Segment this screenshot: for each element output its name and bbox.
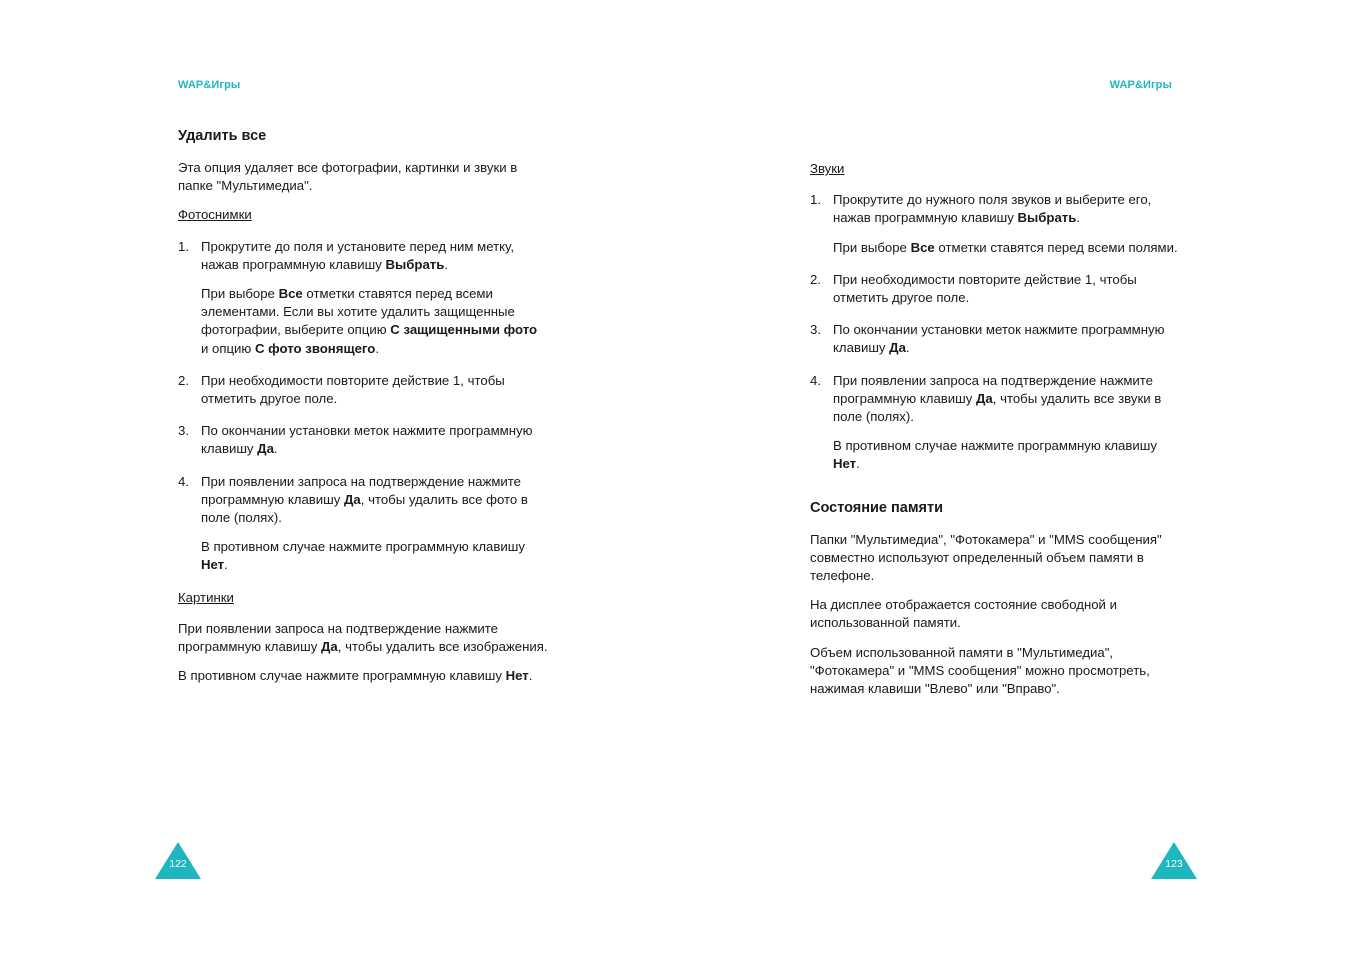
page-number-badge: [155, 842, 201, 879]
pictures-paragraph: В противном случае нажмите программную клавишу Нет.: [178, 668, 533, 684]
list-item: [178, 422, 548, 458]
subsection-photos: Фотоснимки: [178, 207, 252, 223]
page-number-badge: [1151, 842, 1197, 879]
step-note: При выборе Все отметки ставятся перед всеми элементами. Если вы хотите удалить защищенные фотографии, выберите опцию С защищенными фото и опцию С фото звонящего.: [201, 286, 538, 356]
step-number: 4.: [178, 473, 189, 489]
memory-paragraph: Объем использованной памяти в "Мультимедиа", "Фотокамера" и "MMS сообщения" можно просмотреть, нажимая клавиши "Влево" или "Вправо".: [810, 644, 1150, 697]
subsection-pictures: Картинки: [178, 589, 234, 605]
step-text: При появлении запроса на подтверждение нажмите программную клавишу Да, чтобы удалить все звуки в поле (полях).: [833, 372, 1162, 425]
intro-paragraph: Эта опция удаляет все фотографии, картинки и звуки в папке "Мультимедиа".: [178, 160, 518, 194]
step-text: При необходимости повторите действие 1, чтобы отметить другое поле.: [833, 271, 1137, 306]
section-title: Удалить все: [178, 128, 267, 144]
step-number: 4.: [810, 372, 821, 388]
list-item: [178, 238, 548, 358]
step-text: При необходимости повторите действие 1, чтобы отметить другое поле.: [201, 372, 505, 407]
pictures-paragraph: При появлении запроса на подтверждение нажмите программную клавишу Да, чтобы удалить все изображения.: [178, 620, 548, 655]
step-number: 3.: [178, 423, 189, 439]
step-note: При выборе Все отметки ставятся перед всеми полями.: [833, 239, 1178, 255]
page-number: 122: [169, 858, 187, 870]
step-number: 2.: [810, 271, 821, 287]
step-note: В противном случае нажмите программную клавишу Нет.: [201, 539, 525, 573]
left-column: [178, 126, 548, 696]
list-item: [178, 473, 548, 575]
list-item: [810, 191, 1180, 257]
running-head: WAP&Игры: [1109, 79, 1172, 91]
running-head: WAP&Игры: [178, 79, 241, 91]
right-column: [810, 160, 1180, 709]
step-number: 1.: [810, 192, 821, 208]
step-text: Прокрутите до поля и установите перед ним метку, нажав программную клавишу Выбрать.: [201, 238, 514, 272]
memory-paragraph: Папки "Мультимедиа", "Фотокамера" и "MMS сообщения" совместно используют определенный объем памяти в телефоне.: [810, 531, 1162, 584]
right-page: [675, 0, 1351, 954]
list-item: [178, 372, 548, 408]
memory-paragraph: На дисплее отображается состояние свободной и использованной памяти.: [810, 597, 1117, 631]
step-text: По окончании установки меток нажмите программную клавишу Да.: [833, 322, 1165, 356]
list-item: [810, 321, 1180, 357]
left-page: [0, 0, 675, 954]
step-note: В противном случае нажмите программную клавишу Нет.: [833, 438, 1157, 472]
step-text: При появлении запроса на подтверждение нажмите программную клавишу Да, чтобы удалить все фото в поле (полях).: [201, 473, 528, 526]
step-number: 3.: [810, 322, 821, 338]
list-item: [810, 271, 1180, 307]
steps-list: [178, 238, 548, 575]
step-text: По окончании установки меток нажмите программную клавишу Да.: [201, 423, 533, 457]
list-item: [810, 372, 1180, 474]
steps-list: [810, 191, 1180, 473]
step-number: 1.: [178, 238, 189, 254]
step-text: Прокрутите до нужного поля звуков и выберите его, нажав программную клавишу Выбрать.: [833, 192, 1152, 226]
section-title: Состояние памяти: [810, 499, 944, 516]
subsection-sounds: Звуки: [810, 161, 845, 176]
page-number: 123: [1165, 858, 1183, 870]
step-number: 2.: [178, 372, 189, 388]
